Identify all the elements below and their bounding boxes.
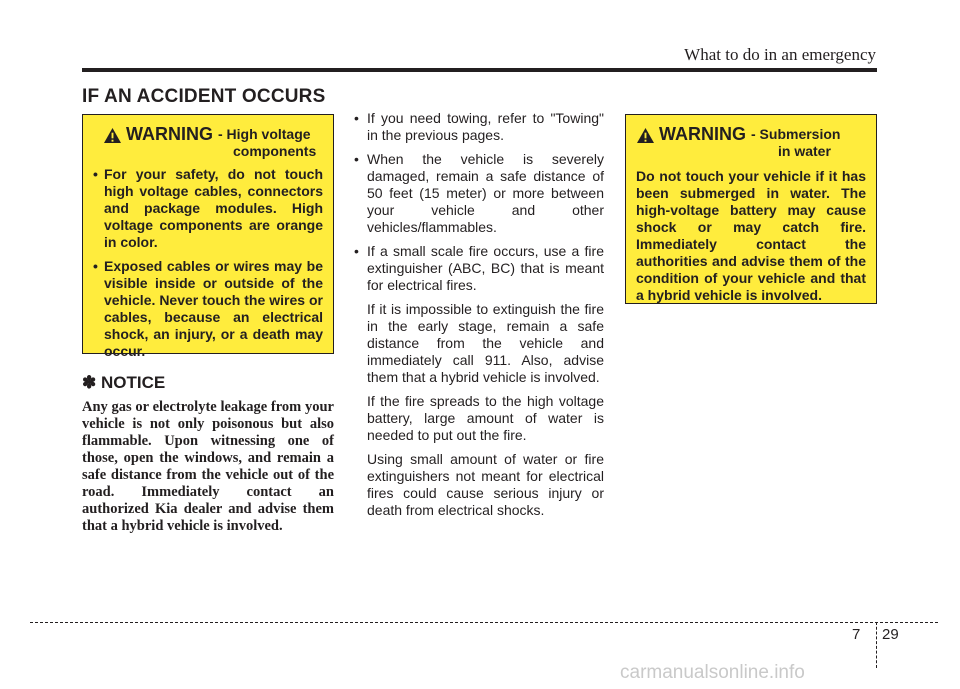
footer-divider: [876, 622, 877, 668]
warning-label: WARNING: [126, 124, 213, 144]
notice-title: ✽ NOTICE: [82, 373, 166, 392]
paragraph-extinguish: If it is impossible to extinguish the fire in the early stage, remain a safe distance from the vehicle and immediately call 911. Also, advise them that a hybrid vehicle is involved.: [367, 301, 604, 385]
warning-subtitle-continued: components: [233, 143, 317, 159]
chapter-number: 7: [852, 626, 861, 643]
header-rule: [82, 68, 877, 72]
chapter-title: What to do in an emergency: [684, 45, 876, 64]
warning-bullet-list: [93, 166, 323, 360]
warning-bullet: • For your safety, do not touch high voltage cables, connectors and package modules. High voltage components are orange in color.: [93, 166, 323, 251]
footer-dashed-rule: [30, 622, 938, 623]
warning-subtitle: - Submersion: [751, 126, 841, 142]
warning-triangle-icon: [103, 127, 122, 144]
warning-bullet: • Exposed cables or wires may be visible inside or outside of the vehicle. Never touch the wires or cables, because an electrical shock, an injury, or a death may occur.: [93, 258, 323, 360]
list-item-fire: • If a small scale fire occurs, use a fire extinguisher (ABC, BC) that is meant for electrical fires.: [354, 243, 604, 294]
section-title: IF AN ACCIDENT OCCURS: [82, 86, 326, 107]
warning-body-text: Do not touch your vehicle if it has been submerged in water. The high-voltage battery may cause shock or may catch fire. Immediately contact the authorities and advise them of the condition of your vehicle and that a hybrid vehicle is involved.: [636, 168, 866, 303]
warning-heading: [636, 123, 866, 145]
warning-box-high-voltage: [82, 114, 334, 359]
notice-text: Any gas or electrolyte leakage from your vehicle is not only poisonous but also flammable. Upon witnessing one of those, open the windows, and remain a safe distance from the vehicle out of the road. Immediately contact an authorized Kia dealer and advise them that a hybrid vehicle is involved.: [82, 399, 334, 534]
page-number: 29: [882, 626, 899, 643]
warning-box-submersion: [625, 114, 877, 304]
paragraph-electrical-shock: Using small amount of water or fire extinguishers not meant for electrical fires could cause serious injury or death from electrical shocks.: [367, 451, 604, 518]
paragraph-battery-fire: If the fire spreads to the high voltage battery, large amount of water is needed to put out the fire.: [367, 393, 604, 443]
warning-triangle-icon: [636, 127, 655, 144]
warning-subtitle: - High voltage: [218, 126, 311, 142]
list-item-damaged: • When the vehicle is severely damaged, remain a safe distance of 50 feet (15 meter) or more between your vehicle and other vehicles/flammables.: [354, 151, 604, 236]
warning-heading: [103, 123, 323, 145]
warning-subtitle-continued: in water: [778, 143, 831, 159]
instructions-column: [354, 110, 604, 526]
warning-label: WARNING: [659, 124, 746, 144]
watermark: carmanualsonline.info: [620, 662, 805, 683]
list-item-towing: • If you need towing, refer to "Towing" in the previous pages.: [354, 110, 604, 144]
